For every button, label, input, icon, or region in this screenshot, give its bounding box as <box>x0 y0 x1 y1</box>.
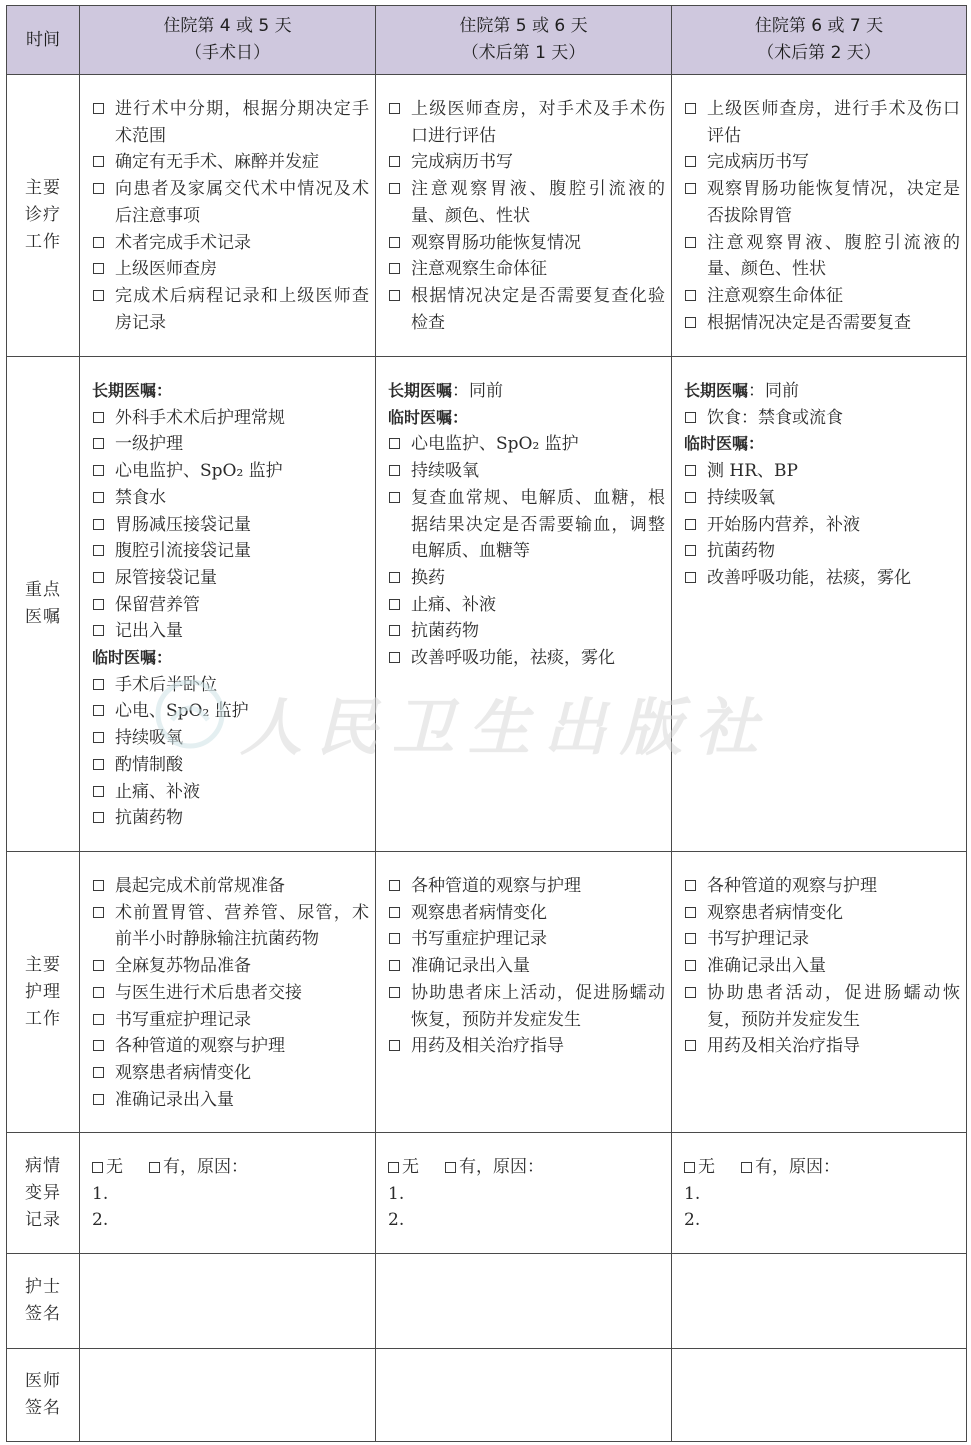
variance-reason-line: 1. <box>388 1183 405 1204</box>
checklist-item[interactable]: 观察患者病情变化 <box>388 900 665 927</box>
checklist-item[interactable]: 上级医师查房，对手术及手术伤口进行评估 <box>388 96 665 149</box>
diagnosis-cell-1 <box>80 75 376 357</box>
temporary-orders-title: 临时医嘱： <box>92 648 173 668</box>
day-column-subtitle: （术后第 2 天） <box>757 43 881 63</box>
checklist-item[interactable]: 根据情况决定是否需要复查化验检查 <box>388 283 665 336</box>
checklist-item[interactable]: 外科手术术后护理常规 <box>92 405 369 432</box>
checklist-item[interactable]: 向患者及家属交代术中情况及术后注意事项 <box>92 176 369 229</box>
checklist-item[interactable]: 注意观察胃液、腹腔引流液的量、颜色、性状 <box>684 230 960 283</box>
day-column-title: 住院第 4 或 5 天 <box>163 16 292 36</box>
nurse-sign-row <box>7 1254 967 1349</box>
variance-row <box>7 1133 967 1254</box>
checklist-item[interactable]: 抗菌药物 <box>684 538 960 565</box>
nurse-signature-field-1[interactable] <box>80 1254 376 1349</box>
checklist-item[interactable]: 观察患者病情变化 <box>92 1060 369 1087</box>
nursing-cell-3 <box>672 852 967 1133</box>
variance-reason-line: 2. <box>684 1210 701 1231</box>
doctor-sign-row-label <box>7 1349 80 1442</box>
doctor-signature-field-2[interactable] <box>376 1349 672 1442</box>
checklist-item[interactable]: 尿管接袋记量 <box>92 565 369 592</box>
checklist-item[interactable]: 饮食：禁食或流食 <box>684 405 960 432</box>
nursing-row <box>7 852 967 1133</box>
variance-reason-line: 1. <box>92 1183 109 1204</box>
checklist-item[interactable]: 准确记录出入量 <box>684 953 960 980</box>
checklist-item[interactable]: 改善呼吸功能，祛痰，雾化 <box>684 565 960 592</box>
variance-yes-checkbox[interactable] <box>741 1162 752 1173</box>
row-label-line: 重点 <box>25 580 61 600</box>
variance-row-label <box>7 1133 80 1254</box>
long-term-orders-note: ：同前 <box>748 381 800 401</box>
checklist-item[interactable]: 注意观察胃液、腹腔引流液的量、颜色、性状 <box>388 176 665 229</box>
checklist-item[interactable]: 各种管道的观察与护理 <box>684 873 960 900</box>
variance-yes-checkbox[interactable] <box>445 1162 456 1173</box>
variance-none-label: 无 <box>698 1157 715 1177</box>
checklist-item[interactable]: 测 HR、BP <box>684 458 960 485</box>
checklist-item[interactable]: 心电监护、SpO₂ 监护 <box>388 431 665 458</box>
diagnosis-row <box>7 75 967 357</box>
checklist-item[interactable]: 观察胃肠功能恢复情况，决定是否拔除胃管 <box>684 176 960 229</box>
day-column-title: 住院第 6 或 7 天 <box>754 16 884 36</box>
nursing-cell-1 <box>80 852 376 1133</box>
checklist-item[interactable]: 准确记录出入量 <box>388 953 665 980</box>
checklist-item[interactable]: 完成病历书写 <box>684 149 960 176</box>
header-row <box>7 6 967 75</box>
checklist-item[interactable]: 与医生进行术后患者交接 <box>92 980 369 1007</box>
checklist-item[interactable]: 持续吸氧 <box>388 458 665 485</box>
checklist-item[interactable]: 注意观察生命体征 <box>388 256 665 283</box>
variance-choices <box>92 1157 248 1177</box>
checklist-item[interactable]: 持续吸氧 <box>92 725 369 752</box>
checklist-item[interactable]: 止痛、补液 <box>92 779 369 806</box>
nurse-signature-field-3[interactable] <box>672 1254 967 1349</box>
orders-cell-1 <box>80 357 376 852</box>
row-label-line: 签名 <box>25 1304 61 1324</box>
variance-cell-3 <box>672 1133 967 1254</box>
checklist-item[interactable]: 酌情制酸 <box>92 752 369 779</box>
variance-none-label: 无 <box>402 1157 419 1177</box>
variance-reason-line: 2. <box>92 1210 109 1231</box>
variance-yes-checkbox[interactable] <box>149 1162 160 1173</box>
long-term-orders-title: 长期医嘱： <box>92 381 173 400</box>
long-term-orders-note: ：同前 <box>452 381 504 401</box>
variance-yes-label: 有，原因： <box>163 1157 248 1177</box>
checklist-item[interactable]: 一级护理 <box>92 431 369 458</box>
checklist-item[interactable]: 用药及相关治疗指导 <box>684 1033 960 1060</box>
variance-none-checkbox[interactable] <box>92 1162 103 1173</box>
day-column-subtitle: （术后第 1 天） <box>461 43 586 63</box>
variance-cell-2 <box>376 1133 672 1254</box>
checklist-item[interactable]: 上级医师查房，进行手术及伤口评估 <box>684 96 960 149</box>
checklist-item[interactable]: 禁食水 <box>92 485 369 512</box>
checklist-item[interactable]: 抗菌药物 <box>92 805 369 832</box>
row-label-line: 病情 <box>25 1155 61 1176</box>
checklist-item[interactable]: 观察胃肠功能恢复情况 <box>388 230 665 257</box>
checklist-item[interactable]: 复查血常规、电解质、血糖，根据结果决定是否需要输血，调整电解质、血糖等 <box>388 485 665 565</box>
variance-cell-1 <box>80 1133 376 1254</box>
temporary-orders-title: 临时医嘱： <box>388 407 469 427</box>
row-label-line: 工作 <box>25 232 61 252</box>
day-column-header-1 <box>80 6 376 75</box>
checklist-item[interactable]: 各种管道的观察与护理 <box>92 1033 369 1060</box>
checklist-item[interactable]: 心电、SpO₂ 监护 <box>92 698 369 725</box>
orders-cell-2 <box>376 357 672 852</box>
checklist-item[interactable]: 完成术后病程记录和上级医师查房记录 <box>92 283 369 336</box>
row-label-line: 主要 <box>25 178 61 198</box>
row-label-line: 工作 <box>25 1008 61 1029</box>
variance-yes-label: 有，原因： <box>755 1157 840 1177</box>
nurse-signature-field-2[interactable] <box>376 1254 672 1349</box>
diagnosis-cell-2 <box>376 75 672 357</box>
day-column-header-3 <box>672 6 967 75</box>
checklist-item[interactable]: 止痛、补液 <box>388 592 665 619</box>
watermark-text: 人民卫生出版社 <box>240 691 773 764</box>
checklist-item[interactable]: 手术后半卧位 <box>92 672 369 699</box>
diagnosis-cell-3 <box>672 75 967 357</box>
checklist-item[interactable]: 保留营养管 <box>92 592 369 619</box>
checklist-item[interactable]: 改善呼吸功能，祛痰，雾化 <box>388 645 665 672</box>
row-label-line: 医嘱 <box>25 607 61 627</box>
checklist-item[interactable]: 书写重症护理记录 <box>388 926 665 953</box>
orders-cell-3 <box>672 357 967 852</box>
row-label-line: 护理 <box>25 981 61 1002</box>
checklist-item[interactable]: 抗菌药物 <box>388 618 665 645</box>
checklist-item[interactable]: 确定有无手术、麻醉并发症 <box>92 149 369 176</box>
time-header: 时间 <box>7 6 80 75</box>
variance-none-label: 无 <box>106 1157 123 1177</box>
checklist-item[interactable]: 术前置胃管、营养管、尿管，术前半小时静脉输注抗菌药物 <box>92 900 369 953</box>
checklist-item[interactable]: 记出入量 <box>92 618 369 645</box>
orders-row <box>7 357 967 852</box>
checklist-item[interactable]: 各种管道的观察与护理 <box>388 873 665 900</box>
row-label-line: 签名 <box>25 1398 61 1418</box>
row-label-line: 护士 <box>25 1277 61 1297</box>
checklist-item[interactable]: 用药及相关治疗指导 <box>388 1033 665 1060</box>
checklist-item[interactable]: 上级医师查房 <box>92 256 369 283</box>
checklist-item[interactable]: 全麻复苏物品准备 <box>92 953 369 980</box>
temporary-orders-title: 临时医嘱： <box>684 434 765 454</box>
nursing-row-label <box>7 852 80 1133</box>
checklist-item[interactable]: 术者完成手术记录 <box>92 230 369 257</box>
checklist-item[interactable]: 胃肠减压接袋记量 <box>92 512 369 539</box>
nursing-cell-2 <box>376 852 672 1133</box>
variance-reason-line: 2. <box>388 1210 405 1231</box>
checklist-item[interactable]: 协助患者床上活动，促进肠蠕动恢复，预防并发症发生 <box>388 980 665 1033</box>
checklist-item[interactable]: 持续吸氧 <box>684 485 960 512</box>
row-label-line: 变异 <box>25 1182 61 1203</box>
doctor-signature-field-1[interactable] <box>80 1349 376 1442</box>
checklist-item[interactable]: 书写护理记录 <box>684 926 960 953</box>
variance-none-checkbox[interactable] <box>684 1162 695 1173</box>
long-term-orders-title: 长期医嘱：同前 <box>388 381 504 401</box>
checklist-item[interactable]: 完成病历书写 <box>388 149 665 176</box>
orders-row-label <box>7 357 80 852</box>
day-column-subtitle: （手术日） <box>185 43 270 63</box>
checklist-item[interactable]: 观察患者病情变化 <box>684 900 960 927</box>
day-column-header-2 <box>376 6 672 75</box>
diagnosis-row-label <box>7 75 80 357</box>
checklist-item[interactable]: 书写重症护理记录 <box>92 1007 369 1034</box>
checklist-item[interactable]: 准确记录出入量 <box>92 1087 369 1114</box>
variance-yes-label: 有，原因： <box>459 1157 544 1177</box>
checklist-item[interactable]: 进行术中分期，根据分期决定手术范围 <box>92 96 369 149</box>
checklist-item[interactable]: 晨起完成术前常规准备 <box>92 873 369 900</box>
doctor-sign-row <box>7 1349 967 1442</box>
checklist-item[interactable]: 协助患者活动，促进肠蠕动恢复，预防并发症发生 <box>684 980 960 1033</box>
variance-choices <box>684 1157 840 1177</box>
clinical-pathway-table <box>6 5 967 1442</box>
checklist-item[interactable]: 心电监护、SpO₂ 监护 <box>92 458 369 485</box>
checklist-item[interactable]: 腹腔引流接袋记量 <box>92 538 369 565</box>
long-term-orders-title: 长期医嘱：同前 <box>684 381 800 401</box>
day-column-title: 住院第 5 或 6 天 <box>459 16 588 36</box>
row-label-line: 诊疗 <box>25 205 61 225</box>
variance-choices <box>388 1157 544 1177</box>
row-label-line: 主要 <box>25 954 61 975</box>
checklist-item[interactable]: 换药 <box>388 565 665 592</box>
checklist-item[interactable]: 开始肠内营养，补液 <box>684 512 960 539</box>
variance-none-checkbox[interactable] <box>388 1162 399 1173</box>
row-label-line: 记录 <box>25 1209 61 1230</box>
doctor-signature-field-3[interactable] <box>672 1349 967 1442</box>
nurse-sign-row-label <box>7 1254 80 1349</box>
checklist-item[interactable]: 根据情况决定是否需要复查 <box>684 310 960 337</box>
variance-reason-line: 1. <box>684 1183 701 1204</box>
row-label-line: 医师 <box>25 1371 61 1391</box>
checklist-item[interactable]: 注意观察生命体征 <box>684 283 960 310</box>
